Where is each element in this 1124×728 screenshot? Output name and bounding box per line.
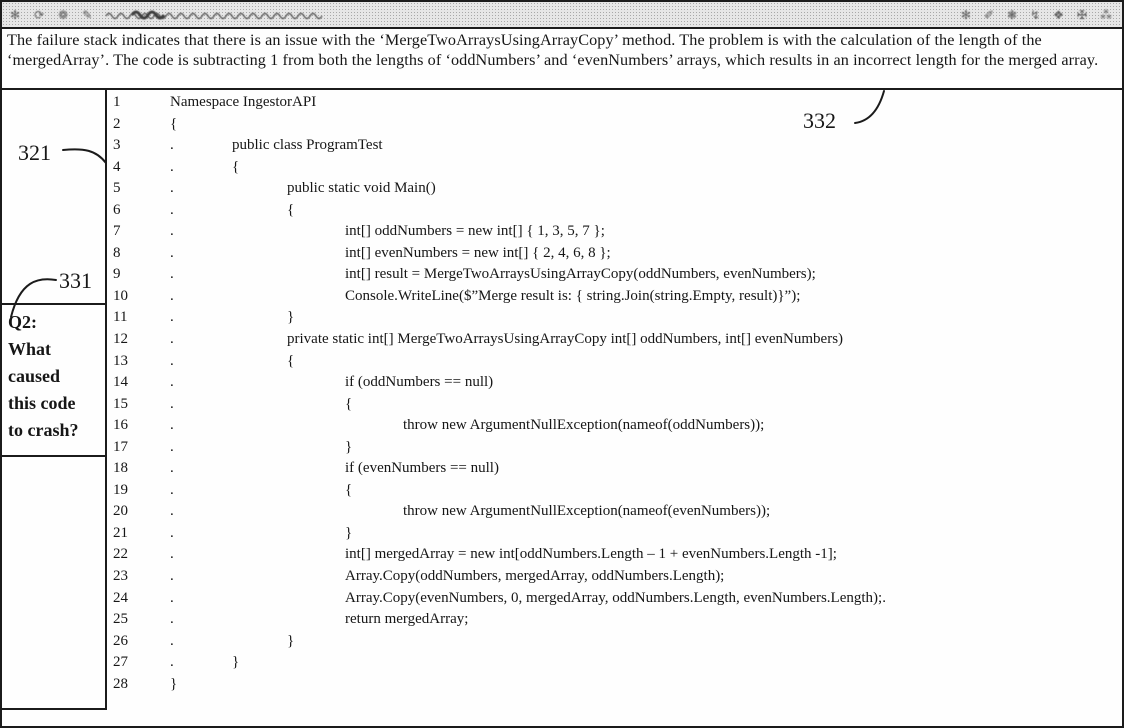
indent-dot: . — [170, 417, 174, 434]
code-text: int[] oddNumbers = new int[] { 1, 3, 5, 7 }; — [345, 223, 605, 240]
question-line: caused — [8, 366, 61, 386]
line-number: 26 — [113, 632, 128, 649]
line-number: 15 — [113, 395, 128, 412]
code-content — [170, 588, 1122, 610]
indent-dot: . — [170, 438, 174, 455]
code-text: private static int[] MergeTwoArraysUsingArrayCopy int[] oddNumbers, int[] evenNumbers) — [287, 331, 844, 348]
code-line — [107, 437, 1122, 459]
indent-dot: . — [170, 481, 174, 498]
line-number: 21 — [113, 524, 128, 541]
code-text: } — [287, 632, 295, 649]
code-text: if (oddNumbers == null) — [345, 374, 494, 391]
back-icon[interactable]: ✻ — [10, 7, 21, 22]
line-number: 16 — [113, 417, 128, 434]
question-line: Q2: — [8, 312, 37, 332]
code-text: return mergedArray; — [345, 611, 469, 628]
line-number: 13 — [113, 352, 128, 369]
indent-dot: . — [170, 524, 174, 541]
toolbar-right-icons — [961, 9, 1122, 21]
code-content — [170, 135, 1122, 157]
browser-toolbar — [2, 2, 1122, 29]
code-content — [170, 351, 1122, 373]
line-number: 3 — [113, 137, 121, 154]
code-text: { — [345, 481, 353, 498]
indent-dot: . — [170, 201, 174, 218]
code-text: Array.Copy(oddNumbers, mergedArray, oddNumbers.Length); — [345, 568, 725, 585]
code-line — [107, 92, 1122, 114]
code-text: } — [170, 675, 178, 692]
indent-dot: . — [170, 309, 174, 326]
code-text: throw new ArgumentNullException(nameof(oddNumbers)); — [403, 417, 765, 434]
line-number: 10 — [113, 287, 128, 304]
code-content — [170, 652, 1122, 674]
indent-dot: . — [170, 568, 174, 585]
sidebar-bottom-border — [2, 708, 107, 710]
line-number: 17 — [113, 438, 128, 455]
line-number: 19 — [113, 481, 128, 498]
code-line — [107, 178, 1122, 200]
code-text: } — [287, 309, 295, 326]
indent-dot: . — [170, 395, 174, 412]
code-text: { — [232, 158, 240, 175]
code-text: { — [170, 115, 178, 132]
question-line: to crash? — [8, 420, 79, 440]
code-content — [170, 178, 1122, 200]
code-content — [170, 329, 1122, 351]
line-number: 22 — [113, 546, 128, 563]
code-content — [170, 480, 1122, 502]
code-line — [107, 114, 1122, 136]
indent-dot: . — [170, 632, 174, 649]
code-content — [170, 544, 1122, 566]
code-line — [107, 329, 1122, 351]
line-number: 4 — [113, 158, 121, 175]
code-text: if (evenNumbers == null) — [345, 460, 499, 477]
line-number: 8 — [113, 244, 121, 261]
code-content — [170, 501, 1122, 523]
line-number: 6 — [113, 201, 121, 218]
line-number: 1 — [113, 94, 121, 110]
code-content — [170, 92, 1122, 114]
code-content — [170, 372, 1122, 394]
code-line — [107, 480, 1122, 502]
code-content — [170, 114, 1122, 136]
code-line — [107, 588, 1122, 610]
search-icon[interactable]: ✻ — [960, 7, 971, 22]
code-line — [107, 200, 1122, 222]
favorites-icon[interactable]: ✐ — [983, 7, 995, 22]
line-number: 27 — [113, 654, 128, 671]
code-line — [107, 544, 1122, 566]
code-content — [170, 221, 1122, 243]
line-number: 11 — [113, 309, 128, 326]
code-content — [170, 609, 1122, 631]
code-content — [170, 264, 1122, 286]
edit-icon[interactable]: ✎ — [82, 7, 93, 22]
ref-label-332: 332 — [803, 108, 836, 133]
failure-summary-text: The failure stack indicates that there is an issue with the ‘MergeTwoArraysUsingArrayCopy’ method. The problem is with the calculation of the length of the ‘mergedArray’. The code is subtracting 1 from both the lengths of ‘oddNumbers’ and ‘evenNumbers’ arrays, which results in an incorrect length for the merged array. — [7, 31, 1099, 69]
question-line: What — [8, 339, 52, 359]
code-text: Console.WriteLine($”Merge result is: { string.Join(string.Empty, result)}”); — [345, 287, 801, 304]
more-icon[interactable]: ⁂ — [1100, 7, 1112, 22]
indent-dot: . — [170, 244, 174, 261]
indent-dot: . — [170, 374, 174, 391]
code-line — [107, 286, 1122, 308]
code-content — [170, 458, 1122, 480]
code-text: int[] mergedArray = new int[oddNumbers.Length – 1 + evenNumbers.Length -1]; — [345, 546, 837, 563]
code-line — [107, 458, 1122, 480]
code-content — [170, 631, 1122, 653]
code-text: public static void Main() — [287, 180, 436, 197]
code-content — [170, 566, 1122, 588]
line-number: 7 — [113, 223, 121, 240]
line-number: 20 — [113, 503, 128, 520]
code-text: public class ProgramTest — [232, 137, 383, 154]
code-text: } — [345, 438, 353, 455]
code-line — [107, 264, 1122, 286]
indent-dot: . — [170, 460, 174, 477]
question-box — [2, 303, 105, 457]
indent-dot: . — [170, 654, 174, 671]
toolbar-left-icons — [2, 9, 92, 21]
code-line — [107, 221, 1122, 243]
code-text: throw new ArgumentNullException(nameof(evenNumbers)); — [403, 503, 771, 520]
line-number: 12 — [113, 331, 128, 348]
line-number: 25 — [113, 611, 128, 628]
code-text: } — [232, 654, 240, 671]
indent-dot: . — [170, 180, 174, 197]
line-number: 24 — [113, 589, 128, 606]
code-text: { — [345, 395, 353, 412]
code-line — [107, 566, 1122, 588]
question-line: this code — [8, 393, 76, 413]
code-line — [107, 674, 1122, 696]
code-content — [170, 674, 1122, 696]
code-content — [170, 394, 1122, 416]
code-content — [170, 243, 1122, 265]
leader-line-321 — [63, 149, 106, 163]
code-text: { — [287, 201, 295, 218]
mail-icon[interactable]: ↯ — [1030, 7, 1041, 22]
settings-icon[interactable]: ✠ — [1076, 7, 1087, 22]
code-content — [170, 286, 1122, 308]
code-line — [107, 609, 1122, 631]
address-url-scribble — [104, 9, 329, 21]
indent-dot: . — [170, 266, 174, 283]
indent-dot: . — [170, 287, 174, 304]
indent-dot: . — [170, 158, 174, 175]
code-text: } — [345, 524, 353, 541]
indent-dot: . — [170, 589, 174, 606]
indent-dot: . — [170, 546, 174, 563]
history-icon[interactable]: ❃ — [1007, 7, 1018, 22]
line-number: 23 — [113, 568, 128, 585]
code-content — [170, 523, 1122, 545]
code-text: Array.Copy(evenNumbers, 0, mergedArray, oddNumbers.Length, evenNumbers.Length);. — [345, 589, 886, 606]
print-icon[interactable]: ❖ — [1053, 7, 1064, 22]
line-number: 5 — [113, 180, 121, 197]
code-text: int[] result = MergeTwoArraysUsingArrayCopy(oddNumbers, evenNumbers); — [345, 266, 816, 283]
line-number: 14 — [113, 374, 128, 391]
code-line — [107, 394, 1122, 416]
code-text: Namespace IngestorAPI — [170, 94, 317, 110]
code-line — [107, 652, 1122, 674]
indent-dot: . — [170, 611, 174, 628]
line-number: 28 — [113, 675, 128, 692]
code-content — [170, 437, 1122, 459]
code-content — [170, 157, 1122, 179]
ref-label-331: 331 — [59, 268, 92, 293]
code-line — [107, 415, 1122, 437]
code-content — [170, 415, 1122, 437]
line-number: 2 — [113, 115, 121, 132]
home-icon[interactable]: ❁ — [58, 7, 69, 22]
code-line — [107, 135, 1122, 157]
code-line — [107, 523, 1122, 545]
line-number: 18 — [113, 460, 128, 477]
code-line — [107, 307, 1122, 329]
code-listing — [107, 90, 1122, 726]
indent-dot: . — [170, 503, 174, 520]
code-content — [170, 307, 1122, 329]
code-line — [107, 372, 1122, 394]
code-line — [107, 631, 1122, 653]
indent-dot: . — [170, 331, 174, 348]
code-text: { — [287, 352, 295, 369]
indent-dot: . — [170, 352, 174, 369]
refresh-icon[interactable]: ⟳ — [34, 7, 45, 22]
indent-dot: . — [170, 137, 174, 154]
ref-label-321: 321 — [18, 140, 51, 165]
code-content — [170, 200, 1122, 222]
code-line — [107, 243, 1122, 265]
code-line — [107, 157, 1122, 179]
code-line — [107, 351, 1122, 373]
code-text: int[] evenNumbers = new int[] { 2, 4, 6, 8 }; — [345, 244, 611, 261]
code-line — [107, 501, 1122, 523]
line-number: 9 — [113, 266, 121, 283]
indent-dot: . — [170, 223, 174, 240]
